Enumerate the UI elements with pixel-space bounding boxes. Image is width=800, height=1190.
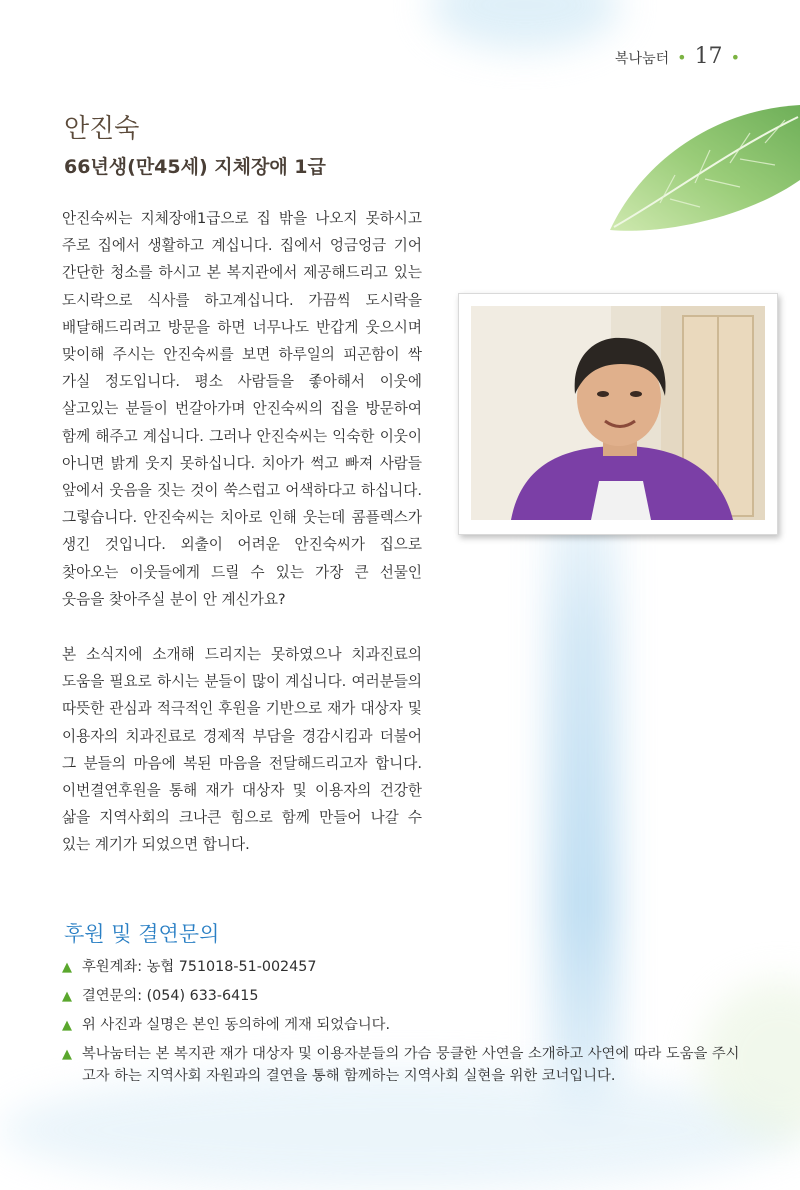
appeal-paragraph: 본 소식지에 소개해 드리지는 못하였으나 치과진료의 도움을 필요로 하시는 분들이 많이 계십니다. 여러분들의 따뜻한 관심과 적극적인 후원을 기반으로 재가 대상자 및 이용자의 치과진료로 경제적 부담을 경감시킴과 더불어 그 분들의 마음에 복된 마음을 전달해드리고자 합니다. 이번결연후원을 통해 재가 대상자 및 이용자의 건강한 삶을 지역사회의 크나큰 힘으로 함께 만들어 나갈 수 있는 계기가 되었으면 합니다. <box>62 646 422 854</box>
section-title: 복나눔터 <box>615 51 670 67</box>
phone-info: 결연문의: (054) 633-6415 <box>82 988 259 1004</box>
triangle-bullet-icon: ▲ <box>62 1047 72 1062</box>
page-header <box>615 44 740 69</box>
story-paragraph: 안진숙씨는 지체장애1급으로 집 밖을 나오지 못하시고 주로 집에서 생활하고 계십니다. 집에서 엉금엉금 기어 간단한 청소를 하시고 본 복지관에서 제공해드리고 있는 도시락으로 식사를 하고계십니다. 가끔씩 도시락을 배달해드리려고 방문을 하면 너무나도 반갑게 웃으시며 맞이해 주시는 안진숙씨를 보면 하루일의 피곤함이 싹 가실 정도입니다. 평소 사람들을 좋아해서 이웃에 살고있는 분들이 번갈아가며 안진숙씨의 집을 방문하여 함께 해주고 계십니다. 그러나 안진숙씨는 익숙한 이웃이 아니면 밝게 웃지 못하십니다. 치아가 썩고 빠져 사람들 앞에서 웃음을 짓는 것이 쑥스럽고 어색하다고 하십니다. 그렇습니다. 안진숙씨는 치아로 인해 웃는데 콤플렉스가 생긴 것입니다. 외출이 어려운 안진숙씨가 집으로 찾아오는 이웃들에게 드릴 수 있는 가장 큰 선물인 웃음을 찾아주실 분이 안 계신가요? <box>62 210 422 608</box>
portrait-photo <box>471 306 765 520</box>
person-subtitle: 66년생(만45세) 지체장애 1급 <box>64 156 326 178</box>
leaf-illustration <box>600 95 800 245</box>
photo-frame <box>458 293 778 535</box>
triangle-bullet-icon: ▲ <box>62 989 72 1004</box>
person-name: 안진숙 <box>64 114 140 144</box>
watercolor-wash-top <box>430 0 620 50</box>
list-item <box>62 1043 752 1087</box>
corner-description: 복나눔터는 본 복지관 재가 대상자 및 이용자분들의 가슴 뭉클한 사연을 소개하고 사연에 따라 도움을 주시고자 하는 지역사회 자원과의 결연을 통해 함께하는 지역사회 실현을 위한 코너입니다. <box>82 1046 740 1084</box>
list-item <box>62 985 752 1007</box>
list-item <box>62 1014 752 1036</box>
bullet-dot-icon: • <box>730 48 740 67</box>
consent-note: 위 사진과 실명은 본인 동의하에 게재 되었습니다. <box>82 1017 391 1033</box>
account-info: 후원계좌: 농협 751018-51-002457 <box>82 959 317 975</box>
triangle-bullet-icon: ▲ <box>62 960 72 975</box>
bullet-dot-icon: • <box>677 48 687 67</box>
triangle-bullet-icon: ▲ <box>62 1018 72 1033</box>
contact-list <box>62 956 752 1094</box>
list-item <box>62 956 752 978</box>
contact-title: 후원 및 결연문의 <box>64 922 220 946</box>
page-number: 17 <box>694 44 723 69</box>
